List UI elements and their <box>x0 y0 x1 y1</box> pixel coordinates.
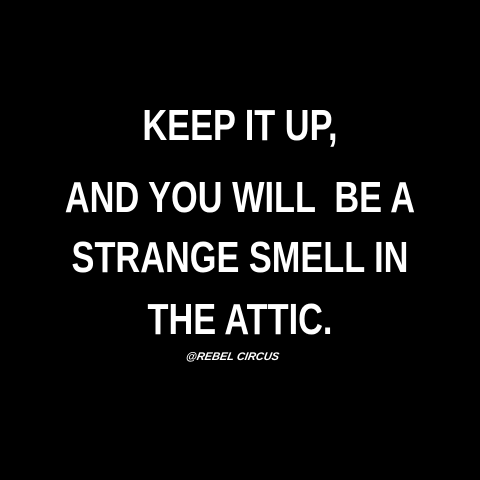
watermark-signature: @REBEL CIRCUS <box>184 351 281 363</box>
quote-line-3: STRANGE SMELL IN <box>71 233 409 282</box>
quote-line-2: AND YOU WILL BE A <box>64 173 416 222</box>
quote-line-1: KEEP IT UP, <box>142 101 338 150</box>
quote-line-4: THE ATTIC. <box>147 295 333 344</box>
